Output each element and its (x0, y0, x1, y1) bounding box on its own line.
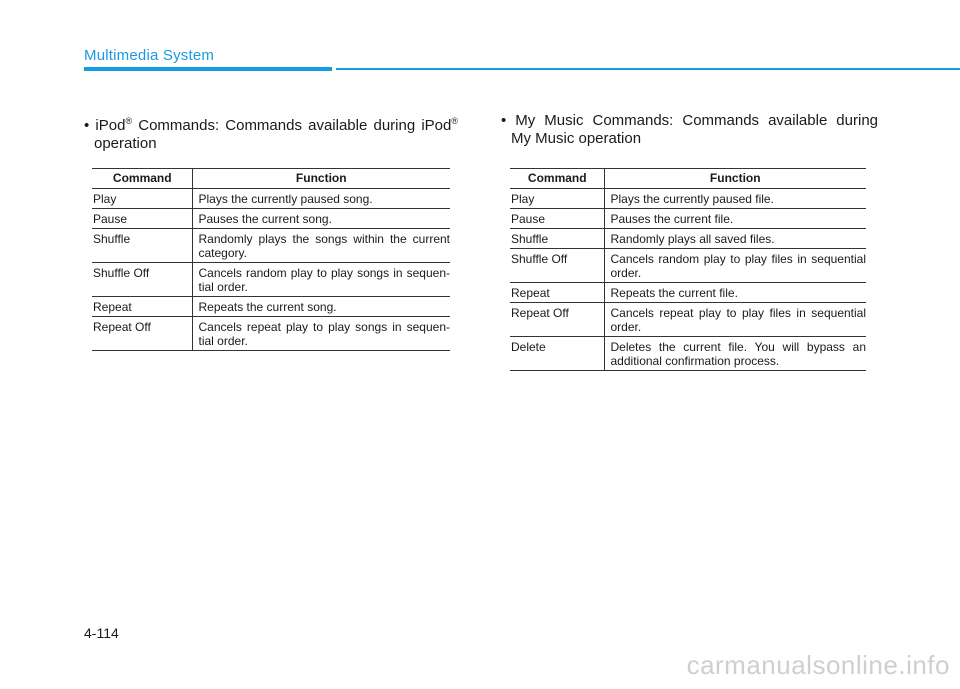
table-row (92, 317, 450, 351)
ipod-commands-table (92, 168, 450, 351)
my-music-bullet-text: My Music Commands: Commands available during (515, 112, 878, 129)
ipod-commands-bullet (84, 112, 458, 153)
table-row (510, 283, 866, 303)
my-music-bullet-line2: My Music operation (511, 130, 642, 147)
table-header-row (92, 169, 450, 189)
page-number: 4-114 (84, 625, 119, 641)
function-text-continued: tial order. (198, 334, 248, 348)
function-text: Cancels repeat play to play songs in sequen- (198, 320, 450, 334)
command-cell: Repeat Off (92, 317, 192, 351)
function-text-continued: tial order. (198, 280, 248, 294)
command-cell: Pause (510, 209, 604, 229)
table-row (510, 209, 866, 229)
function-cell (604, 283, 866, 303)
command-cell: Repeat (510, 283, 604, 303)
function-cell (192, 189, 450, 209)
table-row (92, 189, 450, 209)
column-header-function: Function (192, 169, 450, 189)
command-cell: Play (510, 189, 604, 209)
function-text: Deletes the current file. You will bypass an (610, 340, 866, 354)
function-cell (604, 337, 866, 371)
table-row (510, 249, 866, 283)
command-cell: Repeat Off (510, 303, 604, 337)
header-accent-bar (84, 67, 332, 71)
function-cell (192, 297, 450, 317)
function-text: Repeats the current song. (198, 300, 337, 314)
function-text-continued: order. (610, 266, 642, 280)
ipod-bullet-line1: • iPod® Commands: Commands available during iPod® (84, 116, 458, 134)
command-cell: Play (92, 189, 192, 209)
function-text: Pauses the current file. (610, 212, 734, 226)
table-row (510, 303, 866, 337)
column-header-command: Command (92, 169, 192, 189)
command-cell: Shuffle Off (510, 249, 604, 283)
function-text: Randomly plays all saved files. (610, 232, 775, 246)
function-cell (192, 229, 450, 263)
function-cell (604, 229, 866, 249)
function-text: Plays the currently paused file. (610, 192, 774, 206)
function-text: Plays the currently paused song. (198, 192, 373, 206)
ipod-bullet-text: Commands: Commands available during iPod (132, 117, 452, 134)
function-cell (604, 189, 866, 209)
function-text: Cancels random play to play songs in sequen- (198, 266, 450, 280)
table-row (510, 229, 866, 249)
registered-mark: ® (451, 116, 458, 126)
table-row (92, 297, 450, 317)
function-cell (604, 303, 866, 337)
function-cell (192, 263, 450, 297)
table-row (510, 337, 866, 371)
command-cell: Shuffle (510, 229, 604, 249)
function-text: Cancels repeat play to play files in sequential (610, 306, 866, 320)
command-cell: Shuffle Off (92, 263, 192, 297)
function-text: Cancels random play to play files in sequential (610, 252, 866, 266)
section-title: Multimedia System (84, 47, 215, 64)
my-music-commands-bullet (501, 112, 878, 148)
function-text-continued: order. (610, 320, 642, 334)
function-text: Pauses the current song. (198, 212, 332, 226)
table-row (92, 209, 450, 229)
column-header-function: Function (604, 169, 866, 189)
command-cell: Delete (510, 337, 604, 371)
ipod-bullet-line2: operation (94, 135, 157, 152)
registered-mark: ® (125, 116, 133, 126)
command-cell: Repeat (92, 297, 192, 317)
table-header-row (510, 169, 866, 189)
function-cell (604, 209, 866, 229)
header-rule (336, 68, 960, 70)
function-cell (192, 209, 450, 229)
my-music-commands-table (510, 168, 866, 371)
ipod-text: iPod (95, 117, 126, 134)
my-music-bullet-line1: • My Music Commands: Commands available during (501, 112, 878, 129)
function-text-continued: additional confirmation process. (610, 354, 780, 368)
function-cell (604, 249, 866, 283)
table-row (92, 229, 450, 263)
watermark: carmanualsonline.info (686, 650, 950, 680)
command-cell: Pause (92, 209, 192, 229)
table-row (510, 189, 866, 209)
function-cell (192, 317, 450, 351)
function-text-continued: category. (198, 246, 247, 260)
table-row (92, 263, 450, 297)
function-text: Randomly plays the songs within the current (198, 232, 450, 246)
column-header-command: Command (510, 169, 604, 189)
function-text: Repeats the current file. (610, 286, 738, 300)
command-cell: Shuffle (92, 229, 192, 263)
